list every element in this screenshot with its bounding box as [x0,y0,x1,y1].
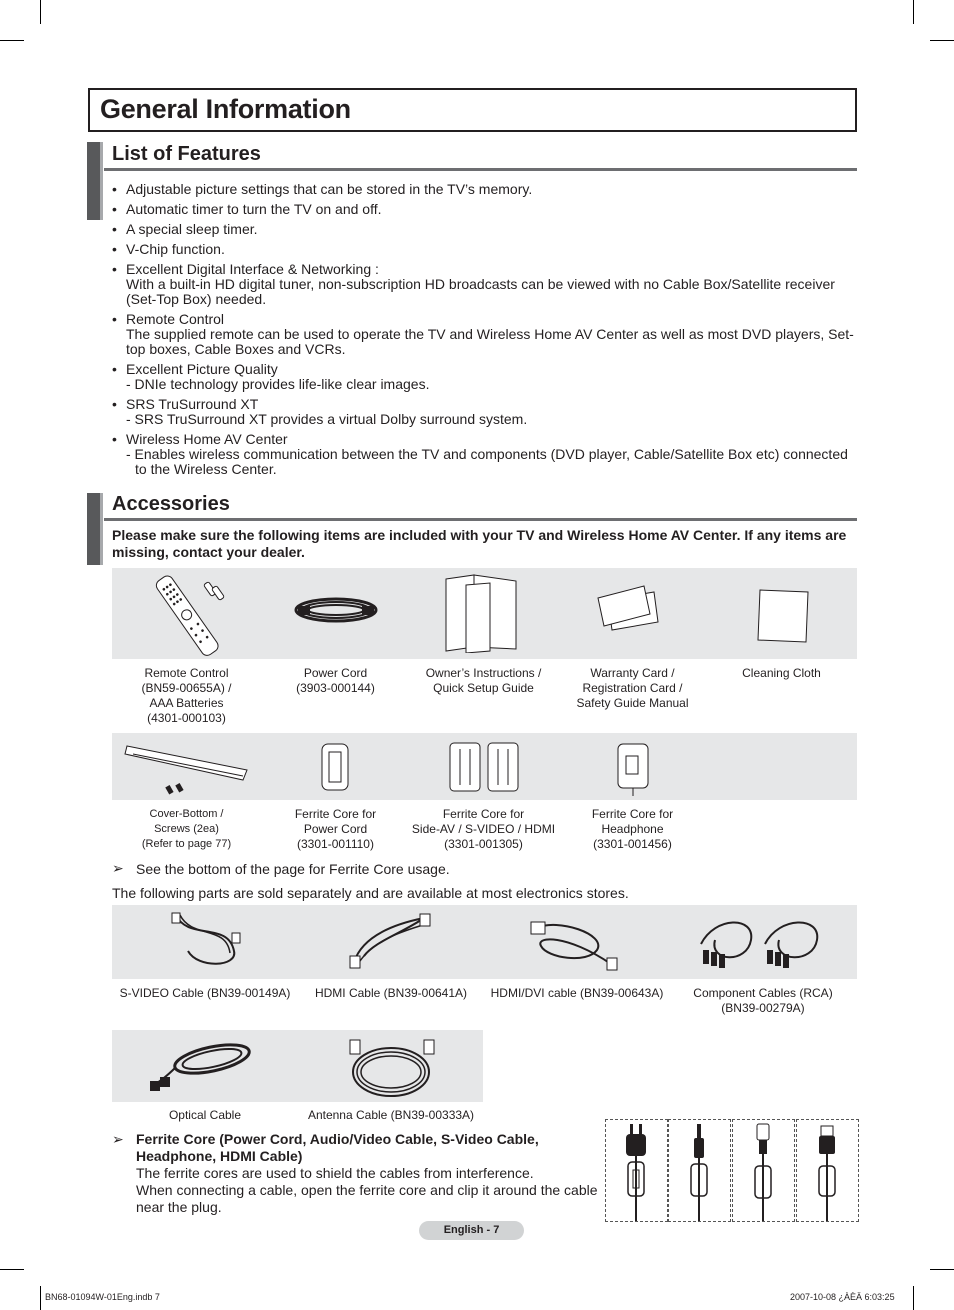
hdmi-dvi-cable-icon [527,914,621,977]
ferrite-core-headphone-icon [616,742,650,803]
ferrite-note: See the bottom of the page for Ferrite Core usage. [136,861,450,877]
ferrite-usage-power-plug [605,1119,668,1222]
accessory-caption: Remote Control (BN59-00655A) / AAA Batteries (4301-000103) [141,666,232,725]
page-title: General Information [100,94,351,124]
page-number-badge: English - 7 [419,1221,524,1240]
accessories-heading: Accessories [112,493,230,515]
ferrite-usage-headphone [668,1119,731,1222]
accessory-caption: S-VIDEO Cable (BN39-00149A) [119,986,291,1000]
accessory-caption: Ferrite Core for Headphone (3301-001456) [591,807,674,851]
hdmi-cable-icon [344,912,434,975]
features-heading: List of Features [112,143,261,165]
arrow-icon: ➢ [112,860,124,876]
ferrite-usage-line: The ferrite cores are used to shield the cables from interference. [136,1165,534,1181]
feature-item: • Remote Control The supplied remote can be used to operate the TV and Wireless Home AV Center as well as most DVD players, Set-top boxes, Cable Boxes and VCRs. [112,312,857,357]
accessory-caption: Component Cables (RCA) (BN39-00279A) [693,986,833,1015]
feature-item: • Excellent Picture Quality - DNIe technology provides life-like clear images. [112,362,857,392]
feature-item: • SRS TruSurround XT - SRS TruSurround XT provides a virtual Dolby surround system. [112,397,857,427]
feature-item: • Wireless Home AV Center - Enables wireless communication between the TV and components (DVD player, Cable/Satellite Box etc) connected to the Wireless Center. [112,432,857,477]
feature-item: • Automatic timer to turn the TV on and off. [112,202,857,217]
section-bar [87,142,103,220]
crop-mark [0,1269,24,1270]
crop-mark [930,40,954,41]
ferrite-usage-hdmi [796,1119,859,1222]
accessory-caption: Cleaning Cloth [742,666,821,680]
ferrite-usage-title: Ferrite Core (Power Cord, Audio/Video Cable, S-Video Cable, Headphone, HDMI Cable) [136,1131,539,1164]
feature-item: • Adjustable picture settings that can be stored in the TV’s memory. [112,182,857,197]
print-timestamp: 2007-10-08 ¿ÀÈÄ 6:03:25 [790,1292,895,1302]
cleaning-cloth-icon [756,588,810,649]
s-video-cable-icon [168,911,244,976]
accessory-caption: Power Cord (3903-000144) [296,666,375,695]
crop-mark [40,1286,41,1310]
feature-item: • Excellent Digital Interface & Networking : With a built-in HD digital tuner, non-subscription HD broadcasts can be viewed with no Cable Box/Satellite receiver (Set-Top Box) needed. [112,262,857,307]
cover-bottom-icon [123,740,251,803]
ferrite-core-icon [320,742,350,797]
accessory-caption: Ferrite Core for Power Cord (3301-001110) [294,807,377,851]
accessory-caption: Optical Cable [168,1108,242,1122]
section-bar [87,493,103,565]
accessory-caption: HDMI/DVI cable (BN39-00643A) [490,986,664,1000]
arrow-icon: ➢ [112,1131,124,1147]
accessory-caption: Warranty Card / Registration Card / Safety Guide Manual [576,666,689,710]
accessory-caption: Cover-Bottom / Screws (2ea) (Refer to page 77) [141,808,232,850]
power-cord-icon [288,590,384,635]
file-slug: BN68-01094W-01Eng.indb 7 [45,1292,160,1302]
remote-control-icon [145,574,240,661]
feature-item: • V-Chip function. [112,242,857,257]
section-rule [104,518,857,521]
crop-mark [40,0,41,24]
page-title-box [88,88,857,132]
antenna-cable-icon [344,1036,438,1105]
crop-mark [913,0,914,24]
warranty-card-icon [596,584,662,639]
features-list [112,182,857,482]
optical-cable-icon [146,1037,258,1102]
crop-mark [930,1269,954,1270]
ferrite-usage-s-video [732,1119,795,1222]
crop-mark [913,1286,914,1310]
section-rule [104,168,857,171]
ferrite-usage-line: When connecting a cable, open the ferrite core and clip it around the cable near the plug. [136,1182,598,1215]
crop-mark [0,40,24,41]
accessory-caption: HDMI Cable (BN39-00641A) [314,986,468,1000]
feature-item: • A special sleep timer. [112,222,857,237]
sold-separately-note: The following parts are sold separately and are available at most electronics stores. [112,885,629,901]
manual-icon [444,573,522,658]
accessory-caption: Owner’s Instructions / Quick Setup Guide [425,666,542,695]
ferrite-core-pair-icon [448,741,520,798]
accessories-intro: Please make sure the following items are included with your TV and Wireless Home AV Center. If any items are missing, contact your dealer. [112,527,847,560]
component-cable-icon [695,910,829,975]
accessory-caption: Ferrite Core for Side-AV / S-VIDEO / HDMI (3301-001305) [411,807,556,851]
accessory-caption: Antenna Cable (BN39-00333A) [307,1108,475,1122]
